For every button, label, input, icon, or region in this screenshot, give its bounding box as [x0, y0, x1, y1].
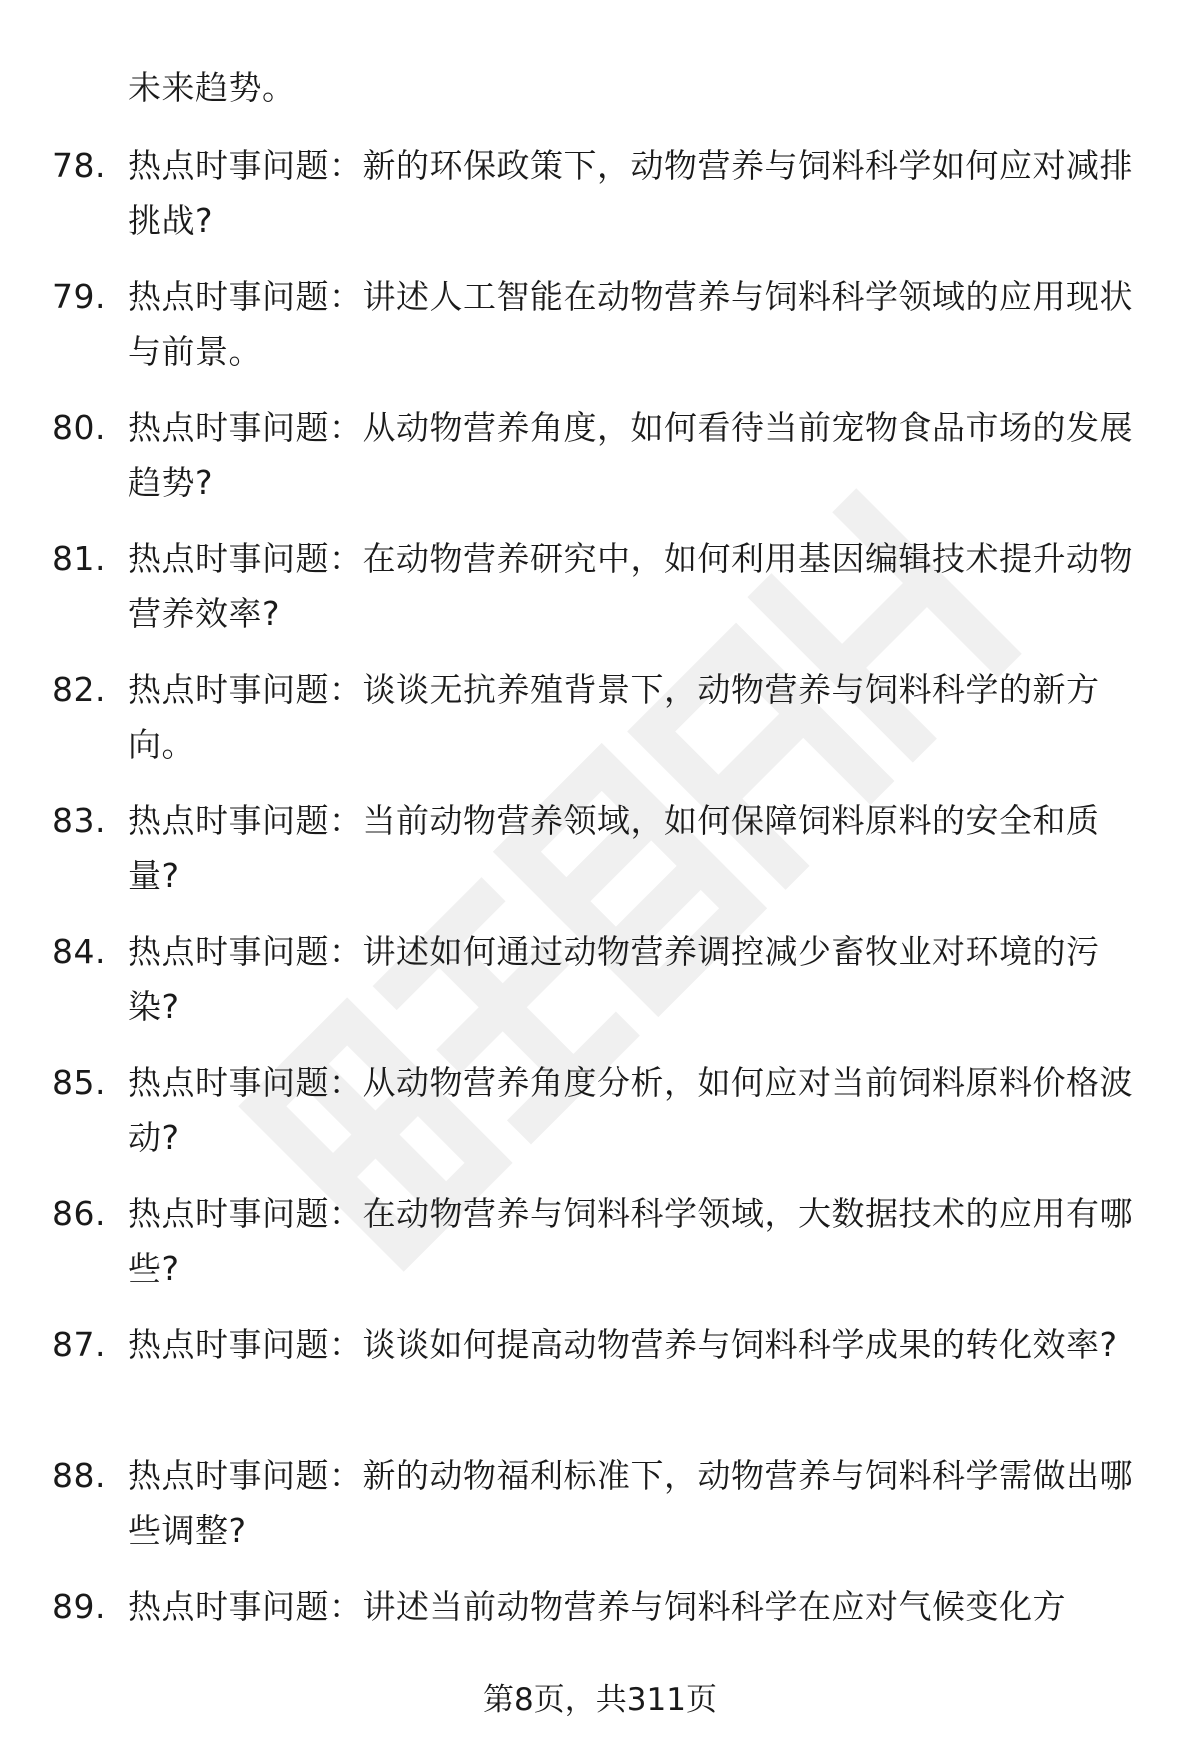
question-number: 80.	[52, 408, 106, 447]
question-text: 热点时事问题：讲述如何通过动物营养调控减少畜牧业对环境的污染?	[128, 932, 1100, 1026]
continued-text: 未来趋势。	[128, 68, 296, 107]
question-text: 热点时事问题：谈谈如何提高动物营养与饲料科学成果的转化效率?	[128, 1325, 1118, 1364]
list-item	[0, 662, 1200, 793]
question-number: 78.	[52, 146, 106, 185]
question-number: 86.	[52, 1194, 106, 1233]
list-item	[0, 269, 1200, 400]
question-list	[0, 138, 1200, 1710]
question-text: 热点时事问题：从动物营养角度，如何看待当前宠物食品市场的发展趋势?	[128, 408, 1133, 502]
question-number: 87.	[52, 1325, 106, 1364]
question-number: 89.	[52, 1587, 106, 1626]
question-number: 82.	[52, 670, 106, 709]
list-item	[0, 1317, 1200, 1448]
list-item	[0, 138, 1200, 269]
question-text: 热点时事问题：谈谈无抗养殖背景下，动物营养与饲料科学的新方向。	[128, 670, 1100, 764]
list-item	[0, 924, 1200, 1055]
question-number: 84.	[52, 932, 106, 971]
question-text: 热点时事问题：新的动物福利标准下，动物营养与饲料科学需做出哪些调整?	[128, 1456, 1133, 1550]
question-number: 85.	[52, 1063, 106, 1102]
question-text: 热点时事问题：新的环保政策下，动物营养与饲料科学如何应对减排挑战?	[128, 146, 1133, 240]
list-item	[0, 531, 1200, 662]
list-item	[0, 793, 1200, 924]
question-number: 83.	[52, 801, 106, 840]
list-item	[0, 1186, 1200, 1317]
list-item	[0, 1448, 1200, 1579]
question-text: 热点时事问题：当前动物营养领域，如何保障饲料原料的安全和质量?	[128, 801, 1100, 895]
question-number: 79.	[52, 277, 106, 316]
question-number: 88.	[52, 1456, 106, 1495]
question-text: 热点时事问题：从动物营养角度分析，如何应对当前饲料原料价格波动?	[128, 1063, 1133, 1157]
list-item	[0, 1055, 1200, 1186]
page-footer: 第8页，共311页	[483, 1682, 717, 1718]
list-item	[0, 400, 1200, 531]
question-text: 热点时事问题：讲述人工智能在动物营养与饲料科学领域的应用现状与前景。	[128, 277, 1133, 371]
question-text: 热点时事问题：在动物营养研究中，如何利用基因编辑技术提升动物营养效率?	[128, 539, 1133, 633]
question-number: 81.	[52, 539, 106, 578]
question-text: 热点时事问题：讲述当前动物营养与饲料科学在应对气候变化方	[128, 1587, 1066, 1626]
question-text: 热点时事问题：在动物营养与饲料科学领域，大数据技术的应用有哪些?	[128, 1194, 1133, 1288]
